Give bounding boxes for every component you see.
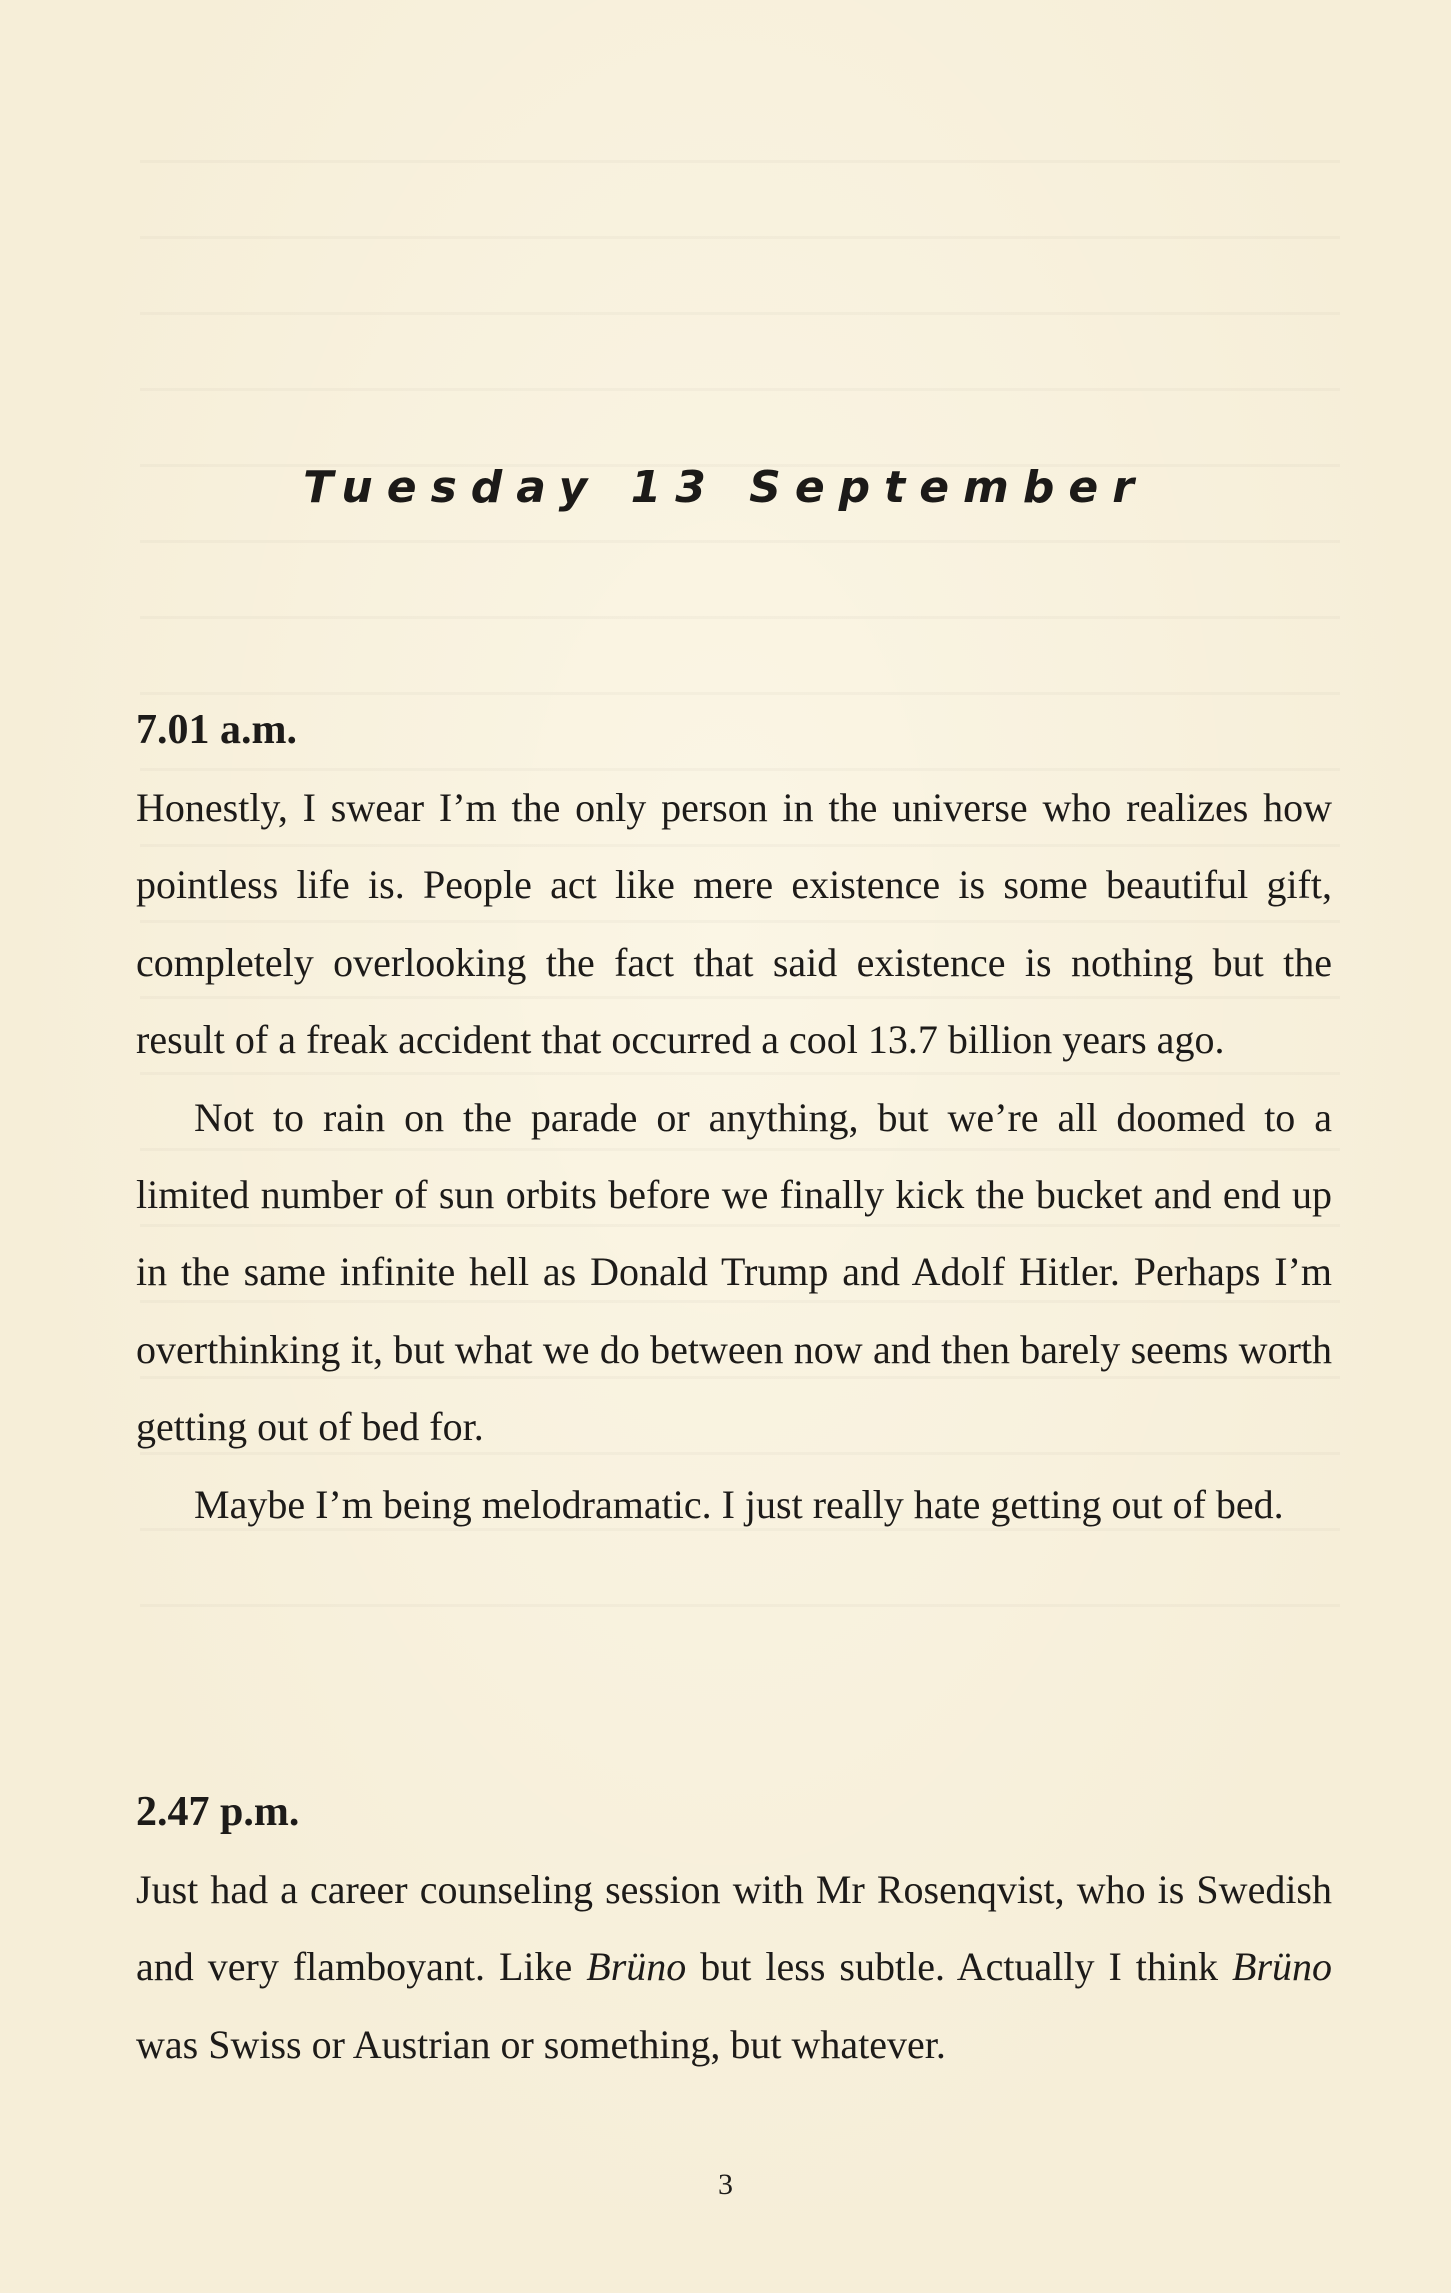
paragraph: Not to rain on the parade or anything, but we’re all doomed to a limited number of sun orbits before we finally kick the bucket and end up in the same infinite hell as Donald Trump and Adolf Hitler. Perhaps I’m overthinking it, but what we do between now and then barely seems worth getting out of bed for.: [136, 1094, 1332, 1450]
text-run: Just had a career counseling session with Mr Rosenqvist, who is Swedish and very flamboyant. Like: [136, 1867, 1332, 1990]
paragraph: Honestly, I swear I’m the only person in the universe who realizes how pointless life is. People act like mere existence is some beautiful gift, completely overlooking the fact that said existence is nothing but the result of a freak accident that occurred a cool 13.7 billion years ago.: [136, 785, 1332, 1063]
page-number: 3: [718, 2168, 733, 2201]
text-run: was Swiss or Austrian or something, but whatever.: [136, 2021, 946, 2067]
italic-title: Brüno: [586, 1944, 687, 1990]
text-run: but less subtle. Actually I think: [686, 1944, 1233, 1990]
entry-time: 2.47 p.m.: [136, 1789, 300, 1835]
chapter-title: Tuesday 13 September: [303, 462, 1148, 513]
paragraph: Maybe I’m being melodramatic. I just really hate getting out of bed.: [194, 1481, 1284, 1527]
entry-time: 7.01 a.m.: [136, 707, 297, 753]
paragraph: [136, 1851, 1332, 2083]
entry-2: [136, 1774, 1332, 2083]
italic-title: Brüno: [1232, 1944, 1333, 1990]
entry-1: [136, 692, 1332, 1543]
